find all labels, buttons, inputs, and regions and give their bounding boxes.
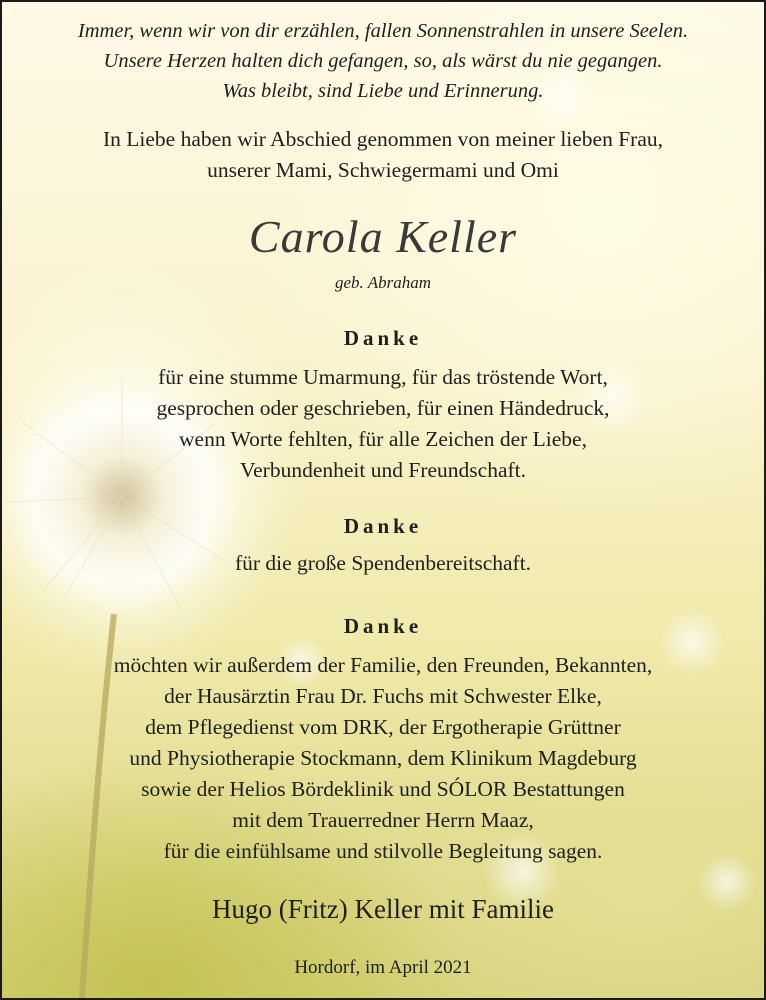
- place-date: Hordorf, im April 2021: [294, 957, 472, 978]
- thanks-line: dem Pflegedienst vom DRK, der Ergotherapie Grüttner: [145, 715, 621, 739]
- intro-line: unserer Mami, Schwiegermami und Omi: [207, 158, 559, 182]
- thanks-paragraph: [2, 650, 764, 867]
- verse-line: Immer, wenn wir von dir erzählen, fallen Sonnenstrahlen in unsere Seelen.: [77, 20, 689, 42]
- intro-text: [2, 124, 764, 186]
- thanks-line: Verbundenheit und Freundschaft.: [240, 458, 526, 482]
- signature: Hugo (Fritz) Keller mit Familie: [212, 894, 554, 924]
- thanks-line: wenn Worte fehlten, für alle Zeichen der Liebe,: [179, 427, 587, 451]
- deceased-name: Carola Keller: [248, 211, 518, 262]
- thanks-line: gesprochen oder geschrieben, für einen Händedruck,: [156, 396, 610, 420]
- thanks-paragraph: [2, 362, 764, 486]
- thanks-line: der Hausärztin Frau Dr. Fuchs mit Schwester Elke,: [164, 684, 602, 708]
- memorial-verse: [2, 16, 764, 106]
- thanks-heading: Danke: [343, 514, 423, 538]
- verse-line: Unsere Herzen halten dich gefangen, so, als wärst du nie gegangen.: [103, 50, 663, 72]
- thanks-line: und Physiotherapie Stockmann, dem Klinikum Magdeburg: [129, 746, 637, 770]
- thanks-line: für eine stumme Umarmung, für das tröstende Wort,: [158, 365, 608, 389]
- thanks-paragraph: [2, 548, 764, 579]
- thanks-line: sowie der Helios Bördeklinik und SÓLOR Bestattungen: [141, 777, 625, 801]
- intro-line: In Liebe haben wir Abschied genommen von meiner lieben Frau,: [102, 127, 664, 151]
- verse-line: Was bleibt, sind Liebe und Erinnerung.: [222, 80, 544, 102]
- thanks-line: mit dem Trauerredner Herrn Maaz,: [232, 808, 534, 832]
- thanks-line: für die große Spendenbereitschaft.: [234, 551, 532, 575]
- thanks-heading: Danke: [343, 614, 423, 638]
- thanks-heading: Danke: [343, 326, 423, 350]
- thanks-line: möchten wir außerdem der Familie, den Freunden, Bekannten,: [113, 653, 653, 677]
- maiden-name: geb. Abraham: [334, 273, 431, 292]
- thanks-line: für die einfühlsame und stilvolle Begleitung sagen.: [163, 839, 603, 863]
